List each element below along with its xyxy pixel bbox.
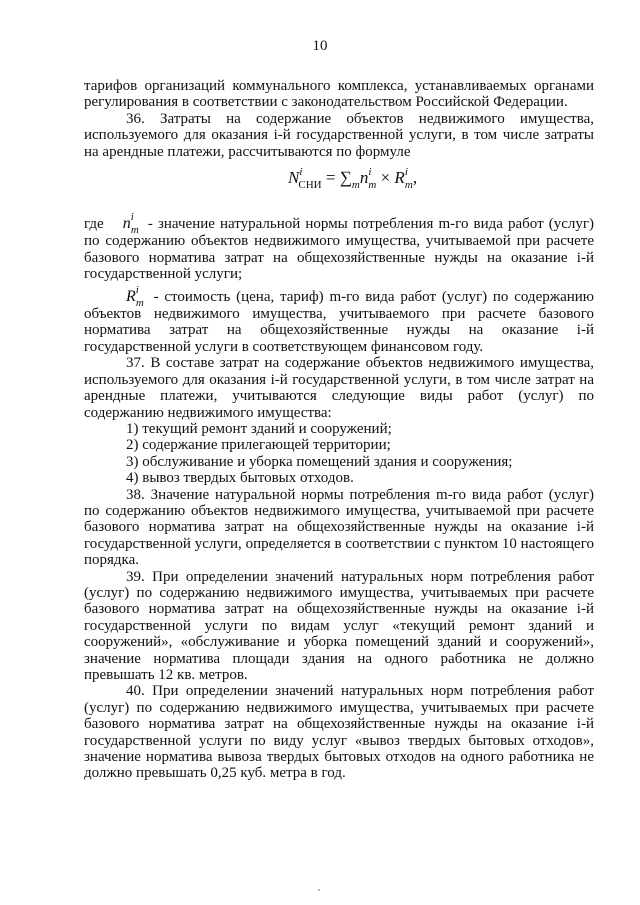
formula-n: n (359, 168, 369, 188)
formula-sum-sub: m (351, 179, 360, 192)
symbol-r: $R^i_m$ (126, 283, 144, 309)
formula-r: R (394, 168, 405, 188)
symbol-n: $n^i_m$ (122, 211, 139, 237)
list-item: 2) содержание прилегающей территории; (126, 437, 391, 454)
definition-r (84, 283, 595, 356)
list-item: 4) вывоз твердых бытовых отходов. (126, 470, 354, 487)
definition-n (84, 211, 595, 283)
formula-tail: , (412, 168, 418, 188)
formula-r-sup: i (404, 166, 408, 179)
formula-n-sub: m (368, 179, 377, 192)
formula-block (84, 160, 594, 216)
formula-lhs-sup: i (299, 166, 303, 179)
page-number: 10 (312, 38, 328, 54)
document-body (84, 78, 594, 782)
list-item: 1) текущий ремонт зданий и сооружений; (126, 420, 392, 437)
formula-sum: = ∑ (325, 168, 352, 188)
formula-lhs-sub: СНИ (298, 179, 322, 192)
scan-speck (318, 889, 320, 891)
paragraph-37: 37. В составе затрат на содержание объектов недвижимого имущества, используемого для оказания i-й государственной услуги, в том числе затрат на арендные платежи, учитываются следующие виды работ (услуг) по содержанию недвижимого имущества: (84, 355, 594, 421)
formula-n-sup: i (368, 166, 372, 179)
formula-r-sub: m (404, 179, 413, 192)
formula-lhs: N (288, 168, 300, 188)
paragraph-36: 36. Затраты на содержание объектов недвижимого имущества, используемого для оказания i-й государственной услуги, в том числе затраты на арендные платежи, рассчитываются по формуле (84, 110, 594, 160)
definition-r-text: - стоимость (цена, тариф) m-го вида работ (услуг) по содержанию объектов недвижимого имущества, учитываемого при расчете базового норматива затрат на общехозяйственные нужды на оказание i-й государственной услуги в соответствующем финансовом году. (84, 288, 595, 355)
definition-n-text: - значение натуральной нормы потребления m-го вида работ (услуг) по содержанию объектов недвижимого имущества, учитываемой при расчете базового норматива затрат на общехозяйственные нужды на оказание i-й государственной услуги; (84, 216, 595, 283)
list-item: 3) обслуживание и уборка помещений здания и сооружения; (126, 453, 513, 470)
paragraph-40: 40. При определении значений натуральных норм потребления работ (услуг) по содержанию недвижимого имущества, учитываемых при расчете базового норматива затрат на общехозяйственные нужды на оказание i-й государственной услуги по виду услуг «вывоз твердых бытовых отходов», значение норматива вывоза твердых бытовых отходов на одного работника не должно превышать 0,25 куб. метра в год. (84, 683, 594, 782)
where-word: где (84, 216, 104, 233)
formula-expression (288, 166, 418, 192)
formula-times: × (380, 168, 391, 188)
paragraph-38: 38. Значение натуральной нормы потребления m-го вида работ (услуг) по содержанию объектов недвижимого имущества, учитываемой при расчете базового норматива затрат на общехозяйственные нужды на оказание i-й государственной услуги, определяется в соответствии с пунктом 10 настоящего порядка. (84, 486, 594, 569)
paragraph-39: 39. При определении значений натуральных норм потребления работ (услуг) по содержанию недвижимого имущества, учитываемых при расчете базового норматива затрат на общехозяйственные нужды на оказание i-й государственной услуги по видам услуг «текущий ремонт зданий и сооружений», «обслуживание и уборка помещений зданий и сооружений», значение норматива площади здания на одного работника не должно превышать 12 кв. метров. (84, 568, 594, 683)
paragraph-intro: тарифов организаций коммунального комплекса, устанавливаемых органами регулирования в соответствии с законодательством Российской Федерации. (84, 78, 594, 111)
